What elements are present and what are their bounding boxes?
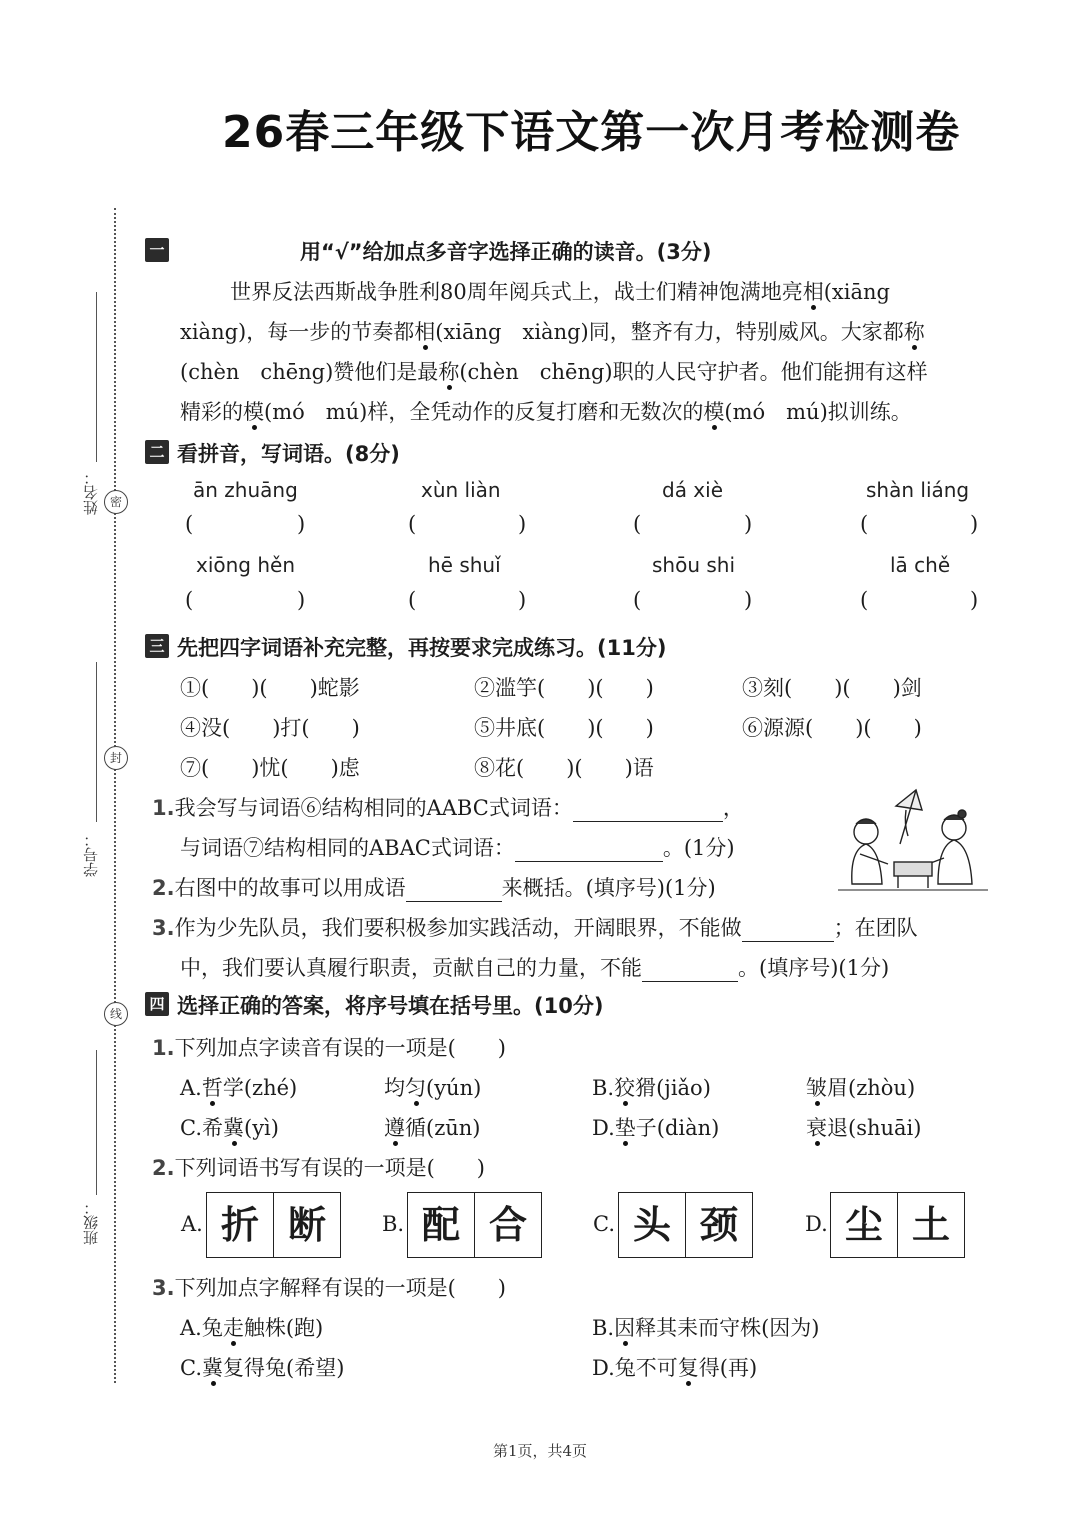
text-segment: 循(zūn) [405, 1116, 481, 1140]
question-text: 中，我们要认真履行职责，贡献自己的力量，不能 [180, 956, 642, 980]
id-write-line [96, 662, 97, 822]
question-text: 右图中的故事可以用成语 [174, 876, 406, 900]
dotted-char: 哲 [201, 1076, 223, 1100]
section1-line-2 [180, 312, 925, 352]
text-segment: D.兔不可 [592, 1356, 678, 1380]
text-segment: (xiāng [823, 280, 890, 304]
pinyin-item: shōu shi [652, 553, 736, 577]
pinyin-item: xùn liàn [421, 478, 501, 502]
section3-badge: 三 [145, 634, 169, 658]
answer-paren-close: ) [518, 512, 527, 536]
idiom-item[interactable]: ④没( )打( ) [180, 716, 360, 740]
idiom-item[interactable]: ③刻( )( )剑 [742, 676, 922, 700]
answer-paren-open[interactable]: ( [408, 588, 417, 612]
s3-question-1b [180, 832, 735, 862]
char-box-d [830, 1192, 965, 1258]
s3-question-1 [152, 792, 744, 822]
question-text: 下列加点字读音有误的一项是( ) [174, 1036, 506, 1060]
idiom-item[interactable]: ⑥源源( )( ) [742, 716, 922, 740]
pinyin-item: dá xiè [662, 478, 724, 502]
text-segment: (chèn chēng)赞他们是最 [180, 360, 439, 384]
question-number: 2. [152, 1156, 175, 1180]
story-illustration [838, 784, 988, 894]
answer-paren-close: ) [970, 512, 979, 536]
page-number: 第1页，共4页 [492, 1442, 588, 1460]
section1-line-4 [180, 392, 912, 432]
text-segment: 学(zhé) [222, 1076, 298, 1100]
dotted-char: 冀 [223, 1116, 244, 1140]
option-letter[interactable]: C. [593, 1212, 615, 1236]
answer-paren-close: ) [297, 512, 306, 536]
dotted-char: 狡 [614, 1076, 636, 1100]
answer-paren-close: ) [518, 588, 527, 612]
choice-option[interactable] [592, 1312, 820, 1342]
dotted-char: 皱 [806, 1076, 827, 1100]
id-label: 学号： [82, 832, 100, 877]
char-cell: 折 [220, 1202, 259, 1247]
answer-paren-close: ) [970, 588, 979, 612]
question-text: 作为少先队员，我们要积极参加实践活动，开阔眼界，不能做 [174, 916, 742, 940]
section3-title: 先把四字词语补充完整，再按要求完成练习。(11分) [177, 636, 667, 660]
question-text: ， [722, 796, 744, 820]
option-letter[interactable]: B. [382, 1212, 405, 1236]
question-text: 下列词语书写有误的一项是( ) [174, 1156, 485, 1180]
text-segment: D. [592, 1116, 615, 1140]
dotted-char: 冀 [202, 1356, 223, 1380]
text-segment: 精彩的 [180, 400, 243, 424]
option-letter[interactable]: A. [181, 1212, 203, 1236]
s4-question-3 [152, 1272, 506, 1302]
text-segment: 子(diàn) [635, 1116, 720, 1140]
text-segment: 触株(跑) [243, 1316, 324, 1340]
answer-blank[interactable] [515, 841, 663, 862]
text-segment: 眉(zhòu) [827, 1076, 916, 1100]
char-box-c [618, 1192, 753, 1258]
section1-title: 用“√”给加点多音字选择正确的读音。(3分) [300, 240, 712, 264]
choice-option[interactable] [180, 1072, 297, 1102]
dotted-char: 匀 [405, 1076, 426, 1100]
answer-paren-open[interactable]: ( [408, 512, 417, 536]
idiom-item[interactable]: ①( )( )蛇影 [180, 676, 360, 700]
char-cell: 土 [897, 1193, 964, 1257]
choice-option[interactable] [592, 1352, 757, 1382]
question-text: 与词语⑦结构相同的ABAC式词语： [180, 836, 515, 860]
question-text: 。(1分) [662, 836, 735, 860]
dotted-char: 模 [703, 400, 725, 424]
section2-badge: 二 [145, 440, 169, 464]
char-cell: 配 [421, 1202, 460, 1247]
choice-option[interactable] [806, 1112, 921, 1142]
class-write-line [96, 1050, 97, 1195]
choice-option[interactable] [180, 1112, 279, 1142]
name-write-line [96, 292, 97, 462]
question-number: 3. [152, 916, 175, 940]
s3-question-2 [152, 872, 716, 902]
choice-option[interactable] [592, 1072, 711, 1102]
text-segment: 世界反法西斯战争胜利80周年阅兵式上，战士们精神饱满地亮 [230, 280, 803, 304]
pinyin-item: lā chě [890, 553, 951, 577]
text-segment: xiàng)，每一步的节奏都 [180, 320, 415, 344]
choice-option[interactable] [180, 1312, 323, 1342]
text-segment: 复得兔(希望) [223, 1356, 345, 1380]
answer-paren-open[interactable]: ( [185, 512, 194, 536]
binding-dotted-line [114, 208, 116, 1383]
dotted-char: 因 [614, 1316, 636, 1340]
option-letter[interactable]: D. [805, 1212, 828, 1236]
char-box-a [206, 1192, 341, 1258]
question-number: 2. [152, 876, 175, 900]
answer-paren-open[interactable]: ( [185, 588, 194, 612]
text-segment: (mó mú)拟训练。 [724, 400, 912, 424]
question-text: 我会写与词语⑥结构相同的AABC式词语： [174, 796, 573, 820]
dotted-char: 称 [438, 360, 460, 384]
s3-question-3b [180, 952, 889, 982]
text-segment: A.兔 [180, 1316, 223, 1340]
text-segment: (xiāng xiàng)同，整齐有力，特别威风。大家都 [435, 320, 904, 344]
answer-paren-close: ) [744, 512, 753, 536]
char-cell: 头 [632, 1202, 671, 1247]
text-segment: B. [592, 1076, 615, 1100]
answer-blank[interactable] [742, 921, 834, 942]
answer-paren-close: ) [744, 588, 753, 612]
choice-option[interactable] [592, 1112, 719, 1142]
section4-badge: 四 [145, 992, 169, 1016]
choice-option[interactable] [384, 1072, 481, 1102]
dotted-char: 相 [414, 320, 436, 344]
dotted-char: 称 [903, 320, 925, 344]
page-title: 26春三年级下语文第一次月考检测卷 [222, 107, 961, 158]
choice-option[interactable] [806, 1072, 915, 1102]
answer-blank[interactable] [406, 881, 502, 902]
text-segment: (mó mú)样，全凭动作的反复打磨和无数次的 [264, 400, 704, 424]
s4-question-2 [152, 1152, 485, 1182]
char-cell: 颈 [685, 1193, 752, 1257]
text-segment: C. [180, 1356, 202, 1380]
s4-question-1 [152, 1032, 506, 1062]
answer-blank[interactable] [642, 961, 738, 982]
text-segment: C.希 [180, 1116, 223, 1140]
char-cell: 合 [474, 1193, 541, 1257]
char-cell: 尘 [844, 1202, 883, 1247]
question-number: 3. [152, 1276, 175, 1300]
idiom-item[interactable]: ⑤井底( )( ) [474, 716, 654, 740]
section2-title: 看拼音，写词语。(8分) [177, 442, 400, 466]
s3-question-3 [152, 912, 918, 942]
idiom-item[interactable]: ⑧花( )( )语 [474, 756, 654, 780]
text-segment: (yì) [244, 1116, 279, 1140]
question-number: 1. [152, 1036, 175, 1060]
dotted-char: 复 [677, 1356, 699, 1380]
name-label: 姓名： [82, 470, 100, 515]
section1-line-3 [180, 352, 928, 392]
idiom-item[interactable]: ⑦( )忧( )虑 [180, 756, 360, 780]
text-segment: 释其耒而守株(因为) [635, 1316, 820, 1340]
char-cell: 断 [273, 1193, 340, 1257]
choice-option[interactable] [384, 1112, 481, 1142]
dotted-char: 相 [802, 280, 824, 304]
text-segment: (yún) [426, 1076, 482, 1100]
question-text: 来概括。(填序号)(1分) [501, 876, 716, 900]
seal-circle-feng: 封 [104, 746, 128, 770]
text-segment: 退(shuāi) [827, 1116, 922, 1140]
dotted-char: 走 [222, 1316, 244, 1340]
text-segment: 得(再) [698, 1356, 758, 1380]
question-number: 1. [152, 796, 175, 820]
question-text: ；在团队 [833, 916, 918, 940]
text-segment: (chèn chēng)职的人民守护者。他们能拥有这样 [459, 360, 928, 384]
idiom-item[interactable]: ②滥竽( )( ) [474, 676, 654, 700]
pinyin-item: xiōng hěn [196, 553, 296, 577]
text-segment: A. [180, 1076, 202, 1100]
seal-circle-mi: 密 [104, 490, 128, 514]
seal-circle-xian: 线 [104, 1002, 128, 1026]
answer-paren-open[interactable]: ( [633, 512, 642, 536]
dotted-char: 模 [243, 400, 264, 424]
pinyin-item: hē shuǐ [428, 553, 501, 577]
text-segment: B. [592, 1316, 615, 1340]
choice-option[interactable] [180, 1352, 344, 1382]
char-box-b [407, 1192, 542, 1258]
answer-paren-open[interactable]: ( [860, 588, 869, 612]
section4-title: 选择正确的答案，将序号填在括号里。(10分) [177, 994, 604, 1018]
section1-line-1 [230, 272, 890, 312]
answer-paren-close: ) [297, 588, 306, 612]
dotted-char: 遵 [384, 1116, 405, 1140]
question-text: 。(填序号)(1分) [738, 956, 890, 980]
dotted-char: 衰 [806, 1116, 827, 1140]
answer-blank[interactable] [573, 801, 723, 822]
text-segment: 均 [384, 1076, 405, 1100]
answer-paren-open[interactable]: ( [633, 588, 642, 612]
text-segment: 猾(jiǎo) [635, 1076, 711, 1100]
pinyin-item: ān zhuāng [193, 478, 298, 502]
question-text: 下列加点字解释有误的一项是( ) [174, 1276, 506, 1300]
answer-paren-open[interactable]: ( [860, 512, 869, 536]
section1-badge: 一 [145, 238, 169, 262]
dotted-char: 垫 [614, 1116, 636, 1140]
pinyin-item: shàn liáng [866, 478, 970, 502]
class-label: 班级： [82, 1200, 100, 1245]
